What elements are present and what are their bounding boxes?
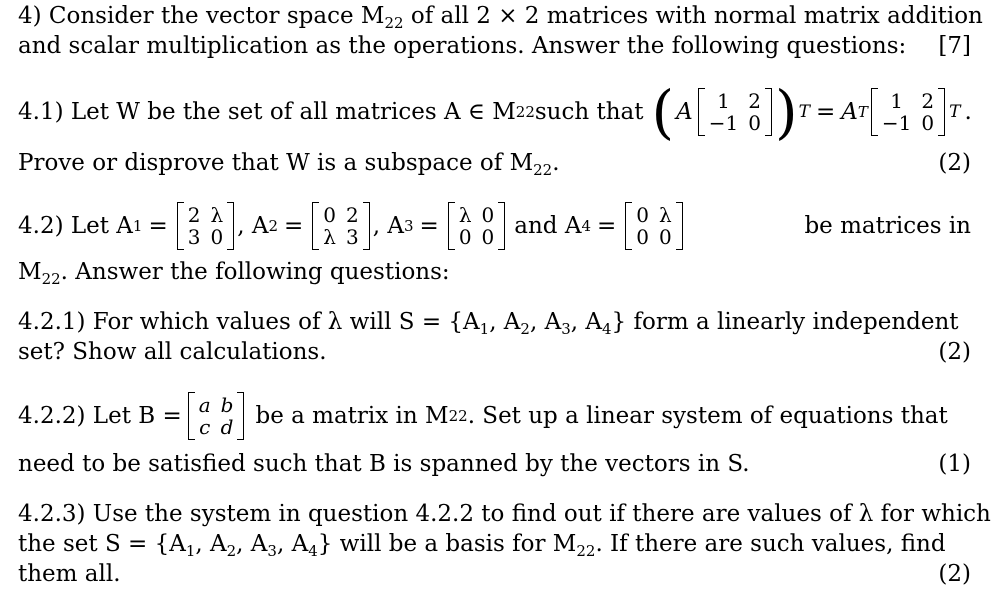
q41-line2: Prove or disprove that W is a subspace of $M_{22}$. (2) — [18, 150, 971, 179]
q421-line2: set? Show all calculations. (2) — [18, 339, 971, 365]
matrix-a4: 0 λ 0 0 — [625, 202, 682, 250]
q423-marks: (2) — [938, 561, 971, 587]
q41-matrix-right: 1 2 −1 0 — [871, 88, 945, 136]
q421-line1: 4.2.1) For which values of λ will $S = \{A_1$, $A_2$, $A_3$, $A_4$} form a linearly independent — [18, 309, 959, 338]
q422-line1: 4.2.2) Let B = a b c d be a matrix in M 22 . Set up a linear system of equations that — [18, 393, 948, 439]
q422-line2: need to be satisfied such that B is spanned by the vectors in S. (1) — [18, 451, 971, 477]
q422-marks: (1) — [938, 451, 971, 477]
q41-matrix-left: 1 2 −1 0 — [698, 88, 772, 136]
q42-line1: 4.2) Let A 1 = 2 λ 3 0 , A 2 = 0 2 λ 3 , A 3 = λ 0 0 0 and A 4 = 0 λ 0 0 be matrices in — [18, 203, 971, 249]
matrix-a1: 2 λ 3 0 — [177, 202, 234, 250]
q423-line3: them all. (2) — [18, 561, 971, 587]
q4-marks: [7] — [938, 33, 971, 59]
matrix-a2: 0 2 λ 3 — [312, 202, 369, 250]
q41-line1: 4.1) Let W be the set of all matrices A ∈ M 22 such that ( A 1 2 −1 0 ) T = A T 1 2 −1 0 T . — [18, 78, 972, 146]
q4-line1: 4) Consider the vector space $M_{22}$ of all 2 × 2 matrices with normal matrix addition — [18, 3, 983, 32]
q423-line2: the set $S = \{A_1$, $A_2$, $A_3$, $A_4$} will be a basis for $M_{22}$. If there are such values, find — [18, 531, 946, 560]
matrix-b: a b c d — [188, 392, 245, 440]
q41-marks: (2) — [938, 150, 971, 176]
matrix-a3: λ 0 0 0 — [448, 202, 505, 250]
q4-line2: and scalar multiplication as the operations. Answer the following questions: [7] — [18, 33, 971, 59]
q423-line1: 4.2.3) Use the system in question 4.2.2 to find out if there are values of λ for which — [18, 501, 991, 527]
q421-marks: (2) — [938, 339, 971, 365]
q42-line2: $M_{22}$. Answer the following questions: — [18, 259, 450, 288]
